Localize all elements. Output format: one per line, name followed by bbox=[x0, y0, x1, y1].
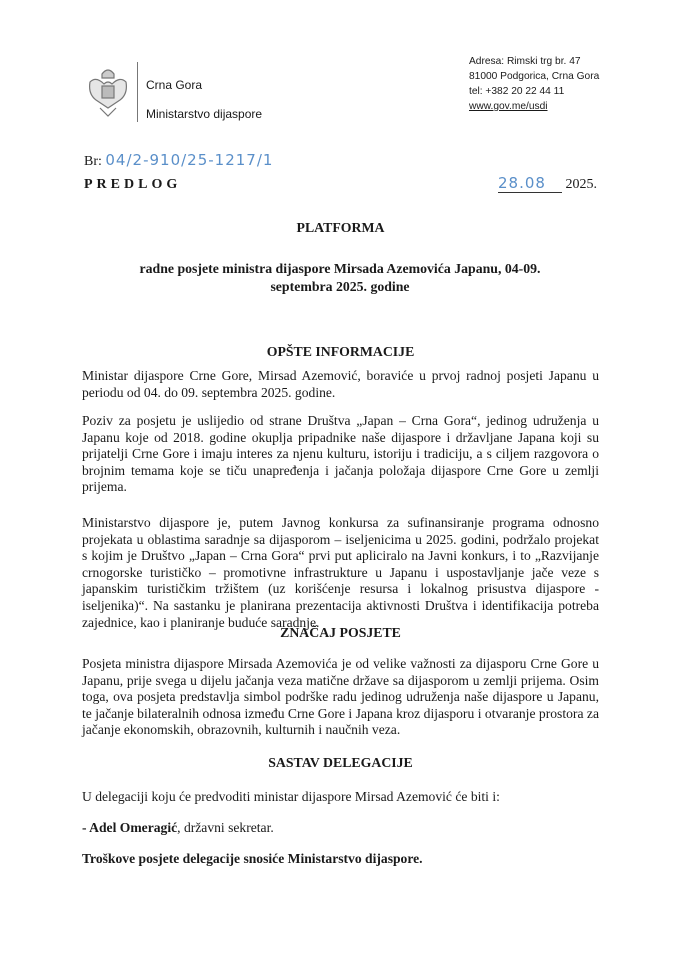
contact-block bbox=[469, 54, 599, 114]
phone: tel: +382 20 22 44 11 bbox=[469, 86, 565, 97]
reference-number bbox=[84, 151, 273, 170]
paragraph-general-2: Poziv za posjetu je uslijedio od strane Društva „Japan – Crna Gora“, jedinog udruženja u Japanu koje od 2018. godine okuplja pripadnike naše dijaspore i državljane Japana koji su prijatelji Crne Gore i imaju interes za njenu kulturu, istoriju i tradiciju, a s ciljem razgovora o brojnim temama koje se tiču unapređenja i jačanja položaja dijaspore Crne Gore u zemlji prijema. bbox=[82, 413, 599, 495]
delegation-member bbox=[82, 820, 599, 837]
reference-label: Br: bbox=[84, 154, 102, 169]
paragraph-significance: Posjeta ministra dijaspore Mirsada Azemovića je od velike važnosti za dijasporu Crne Gore u Japanu, prije svega u dijelu jačanja veza matične države sa dijasporom u zemlji prijema. Osim toga, ova posjeta predstavlja simbol podrške radu jedinog udruženja naše dijaspore u Japanu, te jačanje bilateralnih odnosa između Crne Gore i Japana kroz dijasporu i otvaranje prostora za jačanje ekonomskih, obrazovnih, kulturnih i naučnih veza. bbox=[82, 656, 599, 738]
paragraph-general-3: Ministarstvo dijaspore je, putem Javnog konkursa za sufinansiranje programa odnosno projekata u oblastima saradnje sa dijasporom – iseljenicima u 2025. godini, podržalo projekat s kojim je Društvo „Japan – Crna Gora“ prvi put apliciralo na Javni konkurs, i to „Razvijanje crnogorske turističko – promotivne infrastrukture u Japanu i uspostavljanje jače veze s japanskim turističkim tržištem (uz korišćenje resursa i lokalnog prisustva dijaspore - iseljenika)“. Na sastanku je planirana prezentacija aktivnosti Društva i identifikacija potreba zajednice, kao i planiranje buduće saradnje. bbox=[82, 515, 599, 630]
date-handwritten: 28.08 bbox=[498, 174, 562, 193]
document-title: PLATFORMA bbox=[296, 220, 385, 235]
delegation-intro: U delegaciji koju će predvoditi ministar dijaspore Mirsad Azemović će biti i: bbox=[82, 789, 500, 804]
document-subtitle: radne posjete ministra dijaspore Mirsada Azemovića Japanu, 04-09. septembra 2025. godine bbox=[139, 261, 541, 294]
heading-significance: ZNAČAJ POSJETE bbox=[280, 625, 401, 640]
coat-of-arms-logo bbox=[86, 64, 130, 120]
reference-handwritten: 04/2-910/25-1217/1 bbox=[105, 151, 274, 169]
city: 81000 Podgorica, Crna Gora bbox=[469, 71, 600, 82]
date-year: 2025. bbox=[565, 177, 597, 192]
delegation-costs: Troškove posjete delegacije snosiće Ministarstvo dijaspore. bbox=[82, 851, 423, 866]
address: Adresa: Rimski trg br. 47 bbox=[469, 56, 581, 67]
letterhead-divider bbox=[137, 62, 138, 122]
member-role: , državni sekretar. bbox=[177, 820, 274, 835]
website-link[interactable]: www.gov.me/usdi bbox=[469, 101, 548, 112]
document-date bbox=[498, 174, 597, 193]
document-status: PREDLOG bbox=[84, 177, 182, 192]
paragraph-general-1: Ministar dijaspore Crne Gore, Mirsad Azemović, boraviće u prvoj radnoj posjeti Japanu u periodu od 04. do 09. septembra 2025. godine. bbox=[82, 368, 599, 400]
ministry-name: Ministarstvo dijaspore bbox=[146, 107, 263, 121]
heading-general: OPŠTE INFORMACIJE bbox=[266, 344, 415, 359]
member-name: - Adel Omeragić bbox=[82, 820, 178, 835]
country-name: Crna Gora bbox=[146, 78, 203, 92]
heading-delegation: SASTAV DELEGACIJE bbox=[268, 755, 413, 770]
